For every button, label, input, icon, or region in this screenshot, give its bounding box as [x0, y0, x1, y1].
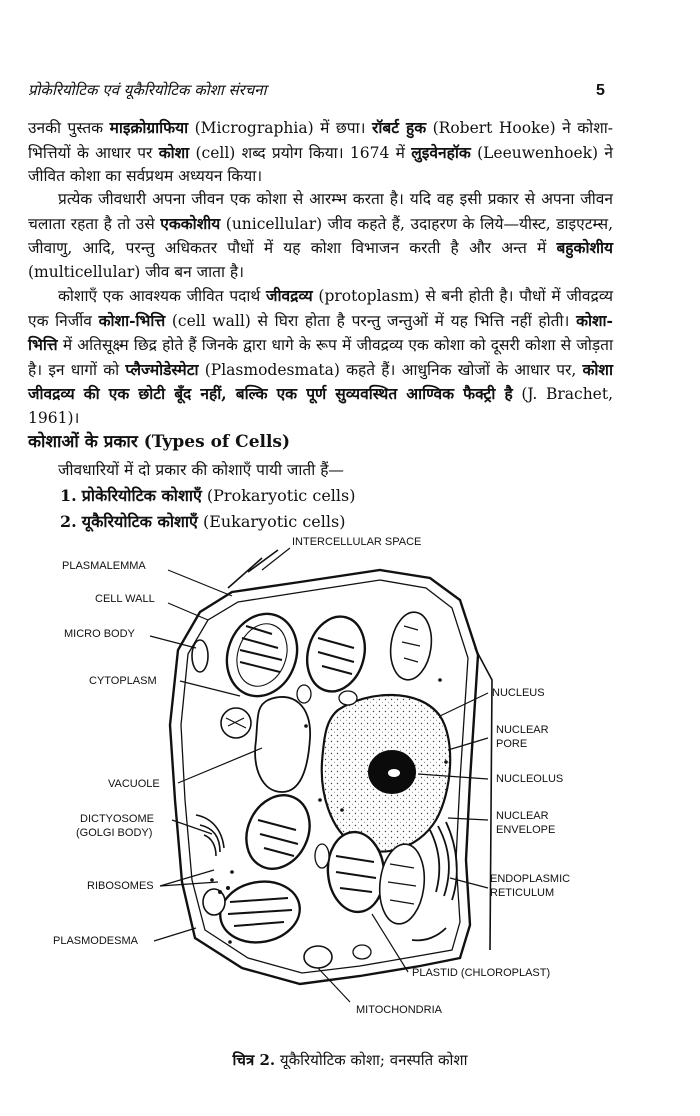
label-endoplasmic-reticulum: ENDOPLASMIC: [490, 873, 571, 885]
label-plasmalemma: PLASMALEMMA: [62, 560, 146, 572]
golgi-body: [196, 815, 224, 856]
paragraph-2: प्रत्येक जीवधारी अपना जीवन एक कोशा से आरम्भ करता है। यदि वह इसी प्रकार से अपना जीवन चलाता रहता है तो उसे एककोशीय (unicellular) जीव कहते हैं, उदाहरण के लिये—यीस्ट, डाइएटम्स, जीवाणु, आदि, परन्तु अधिकतर पौधों में यह कोशा विभाजन करती है और अन्त में बहुकोशीय (multicellular) जीव बन जाता है।: [28, 190, 613, 281]
label-nuclear-envelope: NUCLEAR: [496, 810, 549, 822]
page-number: 5: [596, 82, 605, 99]
label-dictyosome: DICTYOSOME: [80, 813, 154, 825]
label-vacuole: VACUOLE: [108, 778, 160, 790]
list-item-prokaryotic: 1. प्रोकेरियोटिक कोशाएँ (Prokaryotic cells): [60, 486, 356, 505]
vacuole: [255, 697, 310, 792]
label-micro-body: MICRO BODY: [64, 628, 135, 640]
label-cell-wall: CELL WALL: [95, 593, 155, 605]
label-nucleus: NUCLEUS: [492, 687, 545, 699]
figure-caption: चित्र 2. यूकैरियोटिक कोशा; वनस्पति कोशा: [232, 1051, 468, 1069]
neighbour-cell-wall: [228, 550, 278, 588]
label-nuclear-pore-2: PORE: [496, 738, 528, 750]
label-nuclear-pore: NUCLEAR: [496, 724, 549, 736]
label-plastid: PLASTID (CHLOROPLAST): [412, 967, 551, 979]
label-mitochondria: MITOCHONDRIA: [356, 1004, 442, 1016]
label-cytoplasm: CYTOPLASM: [89, 675, 157, 687]
paragraph-3: कोशाएँ एक आवश्यक जीवित पदार्थ जीवद्रव्य (protoplasm) से बनी होती है। पौधों में जीवद्रव्य एक निर्जीव कोशा-भित्ति (cell wall) से घिरा होता है परन्तु जन्तुओं में यह भित्ति नहीं होती। कोशा-भित्ति में अतिसूक्ष्म छिद्र होते हैं जिनके द्वारा धागे के रूप में जीवद्रव्य एक कोशा को दूसरी कोशा से जोड़ता है। इन धागों को प्लैज्मोडेस्मेटा (Plasmodesmata) कहते हैं। आधुनिक खोजों के आधार पर, कोशा जीवद्रव्य की एक छोटी बूँद नहीं, बल्कि एक पूर्ण सुव्यवस्थित आण्विक फैक्ट्री है (J. Brachet, 1961)।: [28, 286, 614, 427]
label-nuclear-envelope-2: ENVELOPE: [496, 824, 556, 836]
list-item-eukaryotic: 2. यूकैरियोटिक कोशाएँ (Eukaryotic cells): [60, 512, 346, 531]
section-heading: कोशाओं के प्रकार (Types of Cells): [28, 432, 291, 452]
label-endoplasmic-reticulum-2: RETICULUM: [490, 887, 555, 899]
label-intercellular-space: INTERCELLULAR SPACE: [292, 536, 422, 548]
neighbour-cell-wall: [475, 648, 492, 950]
running-header: प्रोकेरियोटिक एवं यूकैरियोटिक कोशा संरचना: [28, 81, 267, 99]
label-golgi-body: (GOLGI BODY): [76, 827, 153, 839]
section-intro: जीवधारियों में दो प्रकार की कोशाएँ पायी जाती हैं—: [58, 461, 344, 479]
label-nucleolus: NUCLEOLUS: [496, 773, 564, 785]
label-plasmodesma: PLASMODESMA: [53, 935, 138, 947]
label-ribosomes: RIBOSOMES: [87, 880, 154, 892]
paragraph-1: उनकी पुस्तक माइक्रोग्राफिया (Micrographia) में छपा। रॉबर्ट हुक (Robert Hooke) ने कोशा-भित्तियों के आधार पर कोशा (cell) शब्द प्रयोग किया। 1674 में लुइवेनहॉक (Leeuwenhoek) ने जीवित कोशा का सर्वप्रथम अध्ययन किया।: [28, 118, 614, 186]
plant-cell-diagram: [0, 530, 700, 1040]
